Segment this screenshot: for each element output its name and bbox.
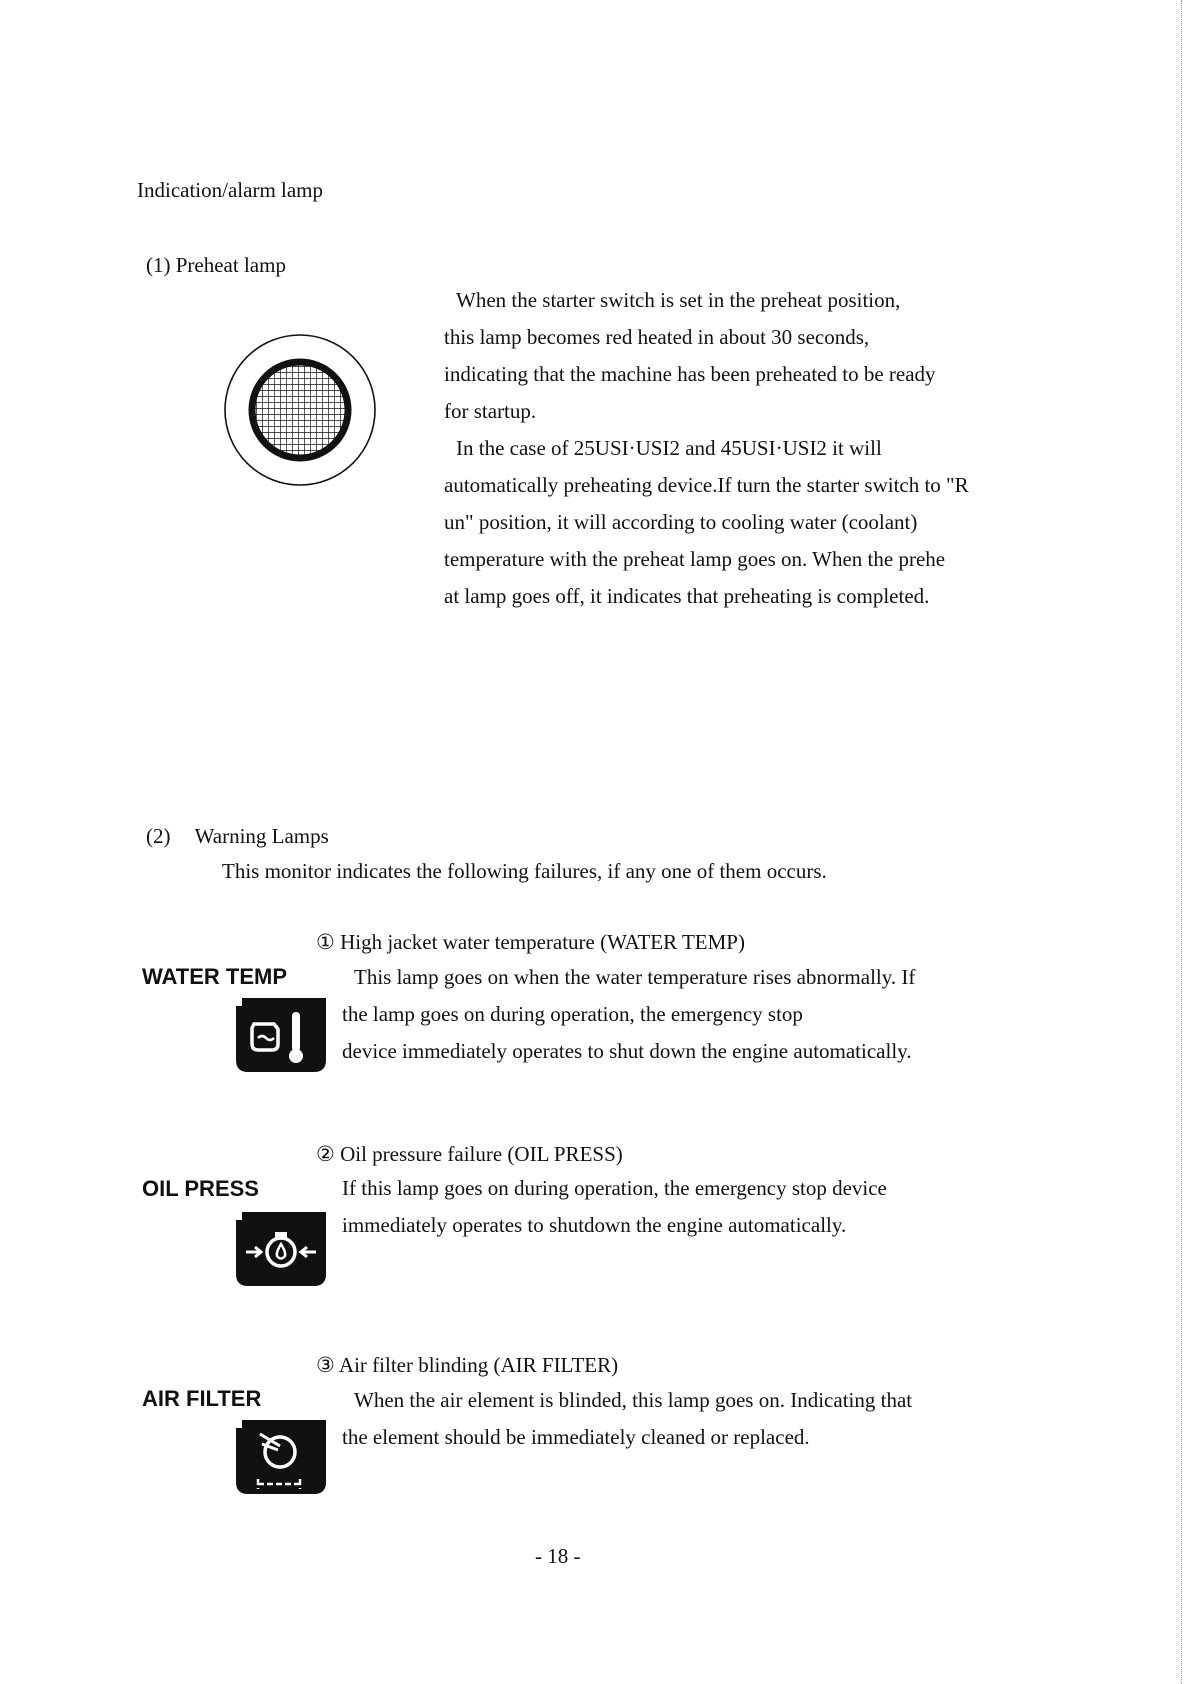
water-temp-title: ① High jacket water temperature (WATER TEMP): [316, 930, 745, 954]
preheat-line: automatically preheating device.If turn the starter switch to "R: [444, 473, 969, 497]
warning-heading-label: Warning Lamps: [194, 824, 329, 848]
water-temp-label: WATER TEMP: [142, 964, 288, 989]
preheat-line: for startup.: [444, 399, 537, 423]
water-temp-line: the lamp goes on during operation, the emergency stop: [342, 1002, 803, 1026]
preheat-line: indicating that the machine has been preheated to be ready: [444, 362, 936, 386]
warning-heading-number: (2): [146, 824, 171, 848]
oil-press-label: OIL PRESS: [142, 1176, 259, 1201]
water-temp-lamp-icon: [232, 998, 328, 1074]
air-filter-description: [342, 1382, 912, 1456]
air-filter-title: ③ Air filter blinding (AIR FILTER): [316, 1353, 619, 1377]
oil-pressure-lamp-icon: [232, 1212, 328, 1288]
preheat-description: [444, 282, 969, 615]
page-title: Indication/alarm lamp: [137, 178, 324, 202]
page-number: - 18 -: [535, 1544, 581, 1568]
preheat-line: un" position, it will according to cooling water (coolant): [444, 510, 918, 534]
preheat-line: When the starter switch is set in the preheat position,: [456, 288, 901, 312]
preheat-lamp-icon: [220, 330, 380, 490]
oil-press-title: ② Oil pressure failure (OIL PRESS): [316, 1142, 623, 1166]
preheat-line: In the case of 25USI·USI2 and 45USI·USI2 it will: [456, 436, 882, 460]
preheat-line: at lamp goes off, it indicates that preheating is completed.: [444, 584, 930, 608]
oil-press-line: immediately operates to shutdown the engine automatically.: [342, 1213, 847, 1237]
air-filter-lamp-icon: [232, 1420, 328, 1496]
page-edge-line: [1181, 0, 1182, 1684]
oil-press-line: If this lamp goes on during operation, the emergency stop device: [342, 1176, 887, 1200]
preheat-line: this lamp becomes red heated in about 30 seconds,: [444, 325, 870, 349]
warning-heading: [146, 818, 329, 855]
preheat-line: temperature with the preheat lamp goes on. When the prehe: [444, 547, 946, 571]
water-temp-line: This lamp goes on when the water temperature rises abnormally. If: [354, 965, 916, 989]
warning-intro: This monitor indicates the following failures, if any one of them occurs.: [222, 859, 827, 883]
preheat-heading: (1) Preheat lamp: [146, 253, 286, 277]
air-filter-label: AIR FILTER: [142, 1386, 262, 1411]
air-filter-line: When the air element is blinded, this lamp goes on. Indicating that: [354, 1388, 913, 1412]
oil-press-description: [342, 1170, 887, 1244]
water-temp-line: device immediately operates to shut down the engine automatically.: [342, 1039, 912, 1063]
air-filter-line: the element should be immediately cleaned or replaced.: [342, 1425, 810, 1449]
water-temp-description: [342, 959, 915, 1070]
